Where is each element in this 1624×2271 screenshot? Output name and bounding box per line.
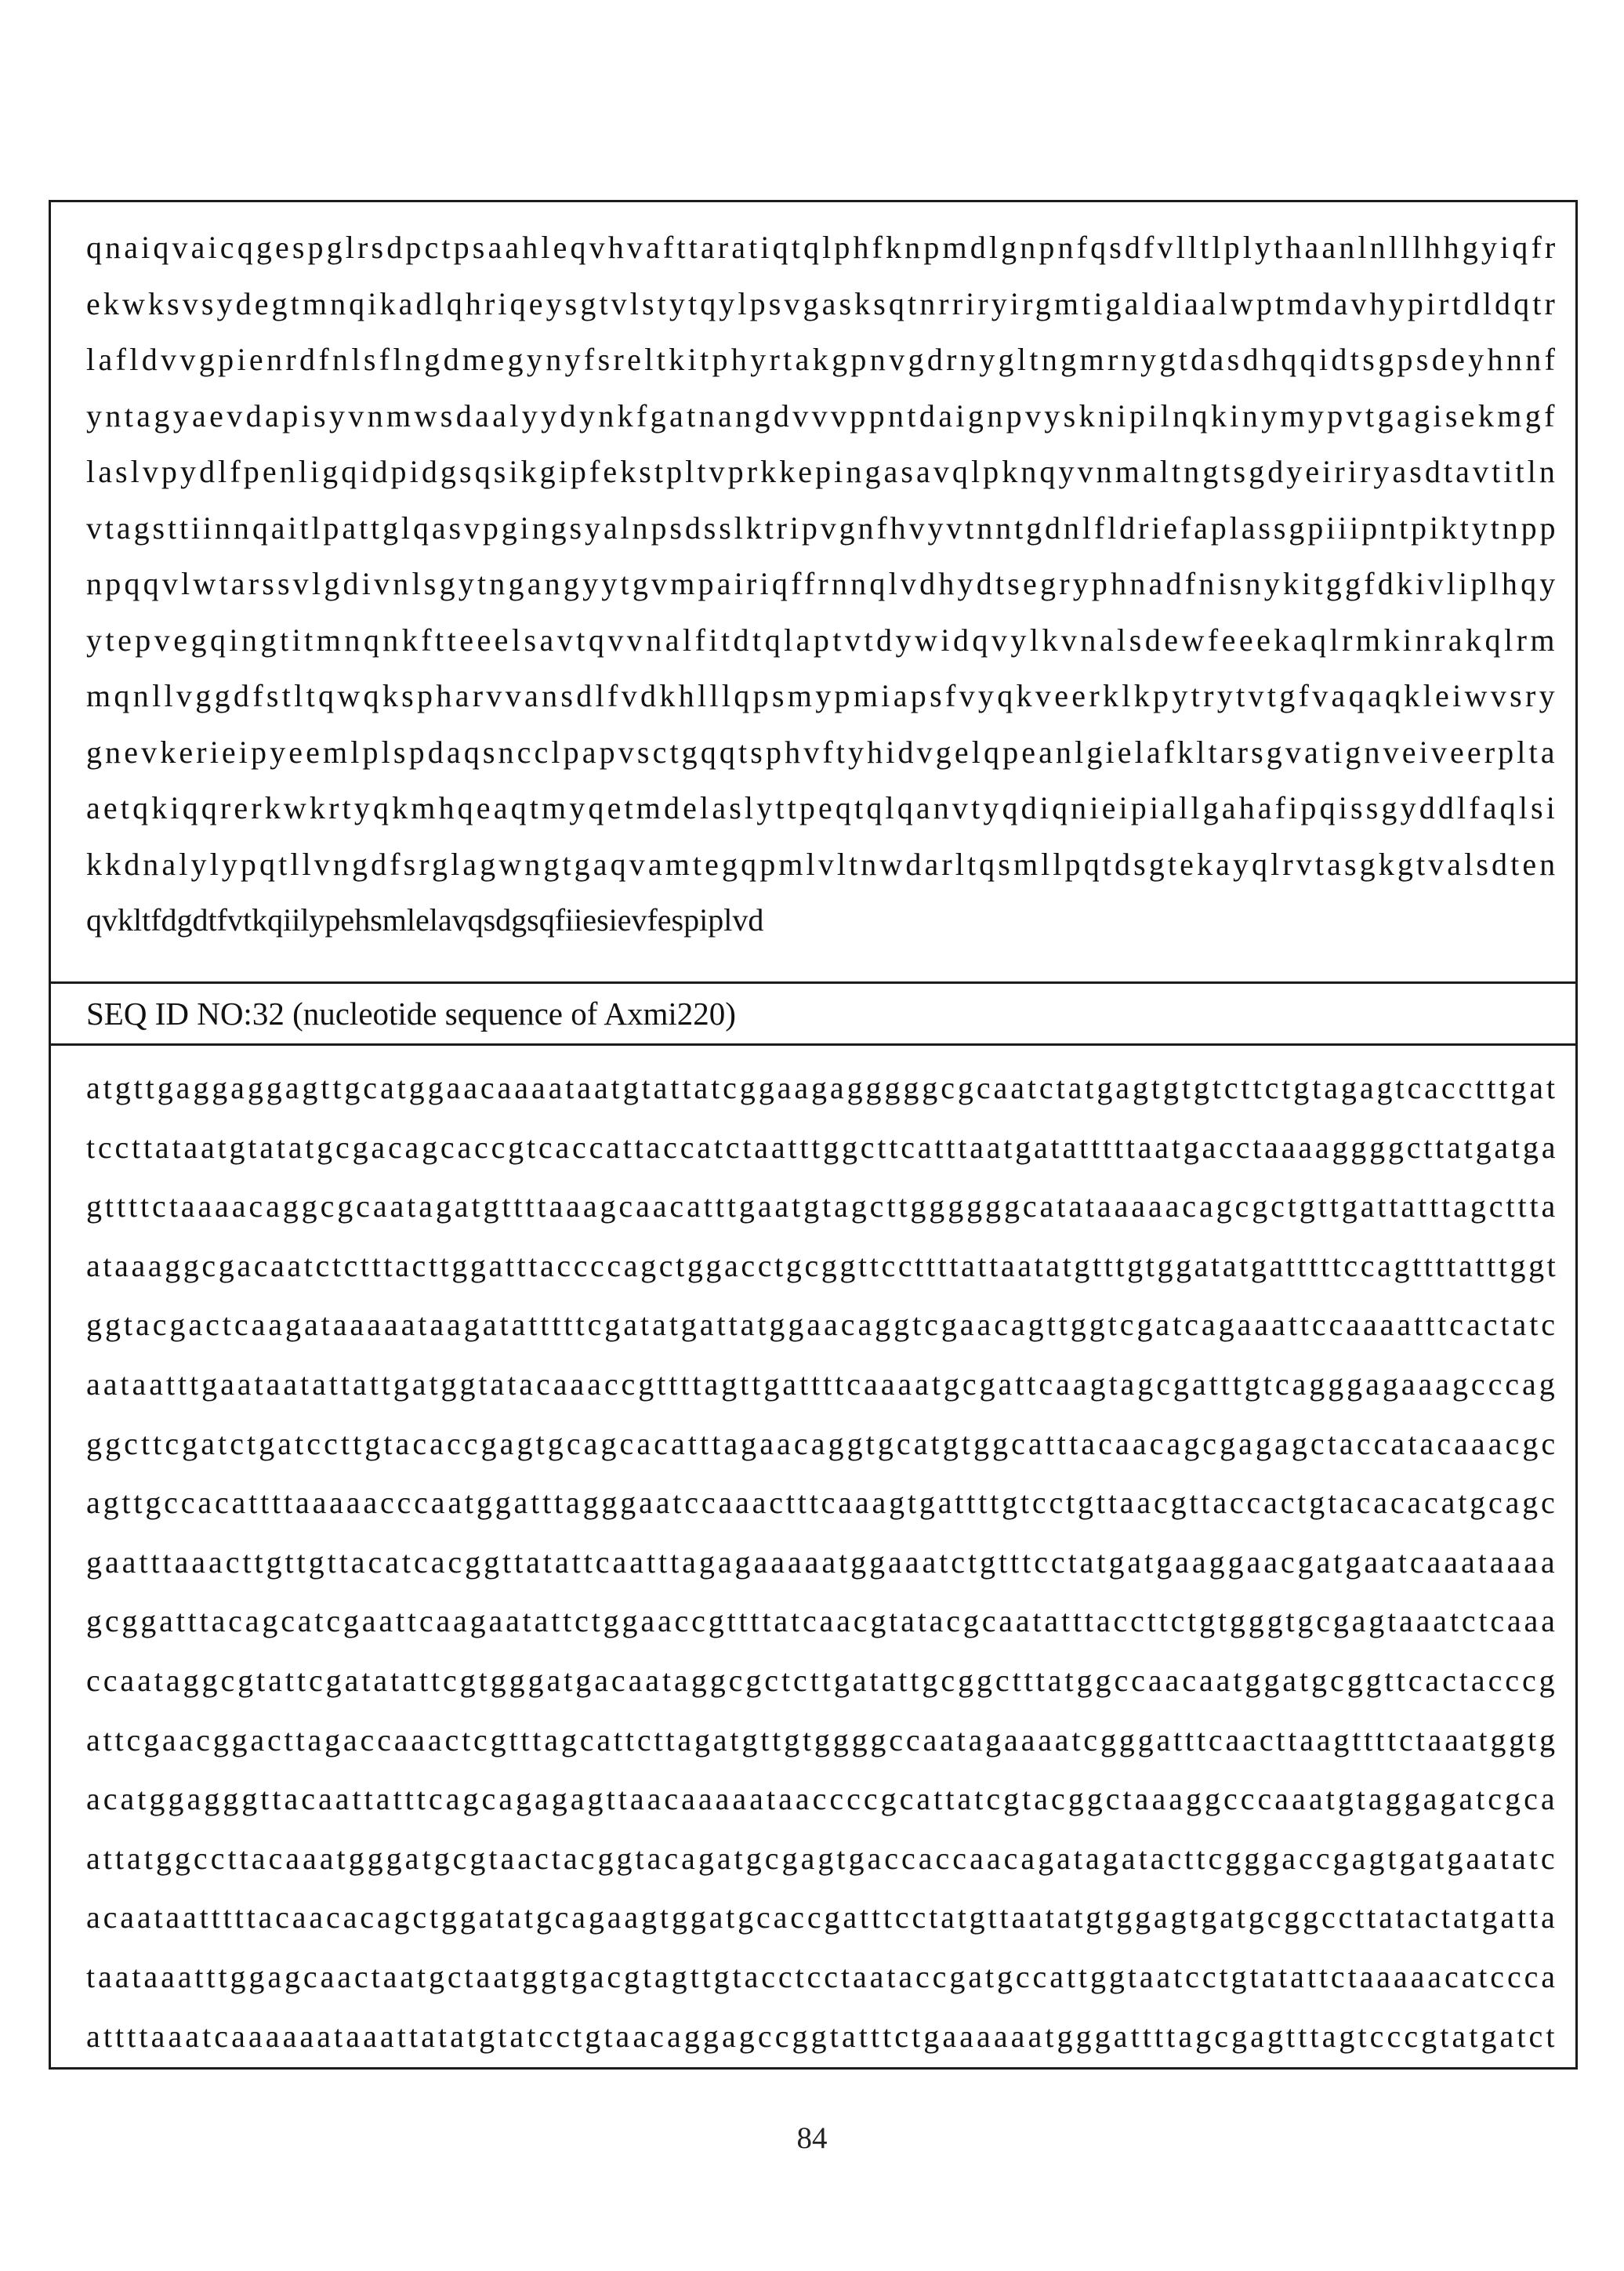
sequence-line: acaataatttttacaacacagctggatatgcagaagtggatgcaccgatttcctatgttaatatgtggagtgatgcggccttatactatgatta [86, 1899, 1558, 1935]
sequence-line: gcggatttacagcatcgaattcaagaatattctggaaccgttttatcaacgtatacgcaatatttaccttctgtgggtgcgagtaaatctcaaa [86, 1603, 1558, 1639]
sequence-line: laslvpydlfpenligqidpidgsqsikgipfekstpltvprkkepingasavqlpknqyvnmaltngtsgdyeiriryasdtavtitln [86, 454, 1558, 489]
sequence-line: agttgccacattttaaaaacccaatggatttagggaatccaaactttcaaagtgattttgtcctgttaacgttaccactgtacacacatgcagc [86, 1485, 1558, 1521]
nucleotide-sequence-block [51, 1046, 1575, 2067]
sequence-line: lafldvvgpienrdfnlsflngdmegynyfsreltkitphyrtakgpnvgdrnygltngmrnygtdasdhqqidtsgpsdeyhnnf [86, 342, 1558, 377]
sequence-line: kkdnalylypqtllvngdfsrglagwngtgaqvamtegqpmlvltnwdarltqsmllpqtdsgtekayqlrvtasgkgtvalsdten [86, 846, 1558, 882]
sequence-table [49, 200, 1578, 2070]
sequence-line: attcgaacggacttagaccaaactcgtttagcattcttagatgttgtggggccaatagaaaatcgggatttcaacttaagttttctaaatggtg [86, 1721, 1558, 1758]
sequence-line: attttaaatcaaaaaataaattatatgtatcctgtaacaggagccggtatttctgaaaaaatgggattttagcgagtttagtcccgtatgatct [86, 2018, 1558, 2054]
sequence-line: vtagsttiinnqaitlpattglqasvpgingsyalnpsdsslktripvgnfhvyvtnntgdnlfldriefaplassgpiiipntpiktytnpp [86, 510, 1558, 546]
sequence-line: ggcttcgatctgatccttgtacaccgagtgcagcacatttagaacaggtgcatgtggcatttacaacagcgagagctaccatacaaacgc [86, 1425, 1558, 1461]
sequence-line: gnevkerieipyeemlplspdaqsncclpapvsctgqqtsphvftyhidvgelqpeanlgielafkltarsgvatignveiveerplta [86, 734, 1558, 770]
sequence-line: npqqvlwtarssvlgdivnlsgytngangyytgvmpairiqffrnnqlvdhydtsegryphnadfnisnykitggfdkivliplhqy [86, 566, 1558, 601]
sequence-line: aataatttgaataatattattgatggtatacaaaccgttttagttgattttcaaaatgcgattcaagtagcgatttgtcagggagaaagcccag [86, 1366, 1558, 1402]
sequence-line: gttttctaaaacaggcgcaatagatgttttaaagcaacatttgaatgtagcttggggggcatataaaaacagcgctgttgattatttagcttta [86, 1188, 1558, 1224]
sequence-line: mqnllvggdfstltqwqkspharvvansdlfvdkhlllqpsmypmiapsfvyqkveerklkpytrytvtgfvaqaqkleiwvsry [86, 678, 1558, 713]
sequence-line: yntagyaevdapisyvnmwsdaalyydynkfgatnangdvvvppntdaignpvysknipilnqkinymypvtgagisekmgf [86, 397, 1558, 434]
sequence-line: taataaatttggagcaactaatgctaatggtgacgtagttgtacctcctaataccgatgccattggtaatcctgtatattctaaaaacatccca [86, 1958, 1558, 1994]
sequence-line: ccaataggcgtattcgatatattcgtgggatgacaataggcgctcttgatattgcggctttatggccaacaatggatgcggttcactacccg [86, 1662, 1558, 1698]
sequence-line: ataaaggcgacaatctctttacttggatttaccccagctggacctgcggttccttttattaatatgtttgtggatatgatttttccagttttatttggt [86, 1247, 1558, 1283]
sequence-line: ekwksvsydegtmnqikadlqhriqeysgtvlstytqylpsvgasksqtnrriryirgmtigaldiaalwptmdavhypirtdldqtr [86, 285, 1558, 321]
seq-id-header-label: SEQ ID NO:32 (nucleotide sequence of Axmi220) [86, 996, 736, 1032]
page-number: 84 [796, 2121, 828, 2155]
sequence-line: ytepvegqingtitmnqnkftteeelsavtqvvnalfitdtqlaptvtdywidqvylkvnalsdewfeeekaqlrmkinrakqlrm [86, 622, 1558, 658]
sequence-line: aetqkiqqrerkwkrtyqkmhqeaqtmyqetmdelaslyttpeqtqlqanvtyqdiqnieipiallgahafipqissgyddlfaqlsi [86, 790, 1558, 825]
sequence-line: gaatttaaacttgttgttacatcacggttatattcaatttagagaaaaatggaaatctgtttcctatgatgaaggaacgatgaatcaaataaaa [86, 1544, 1558, 1580]
seq-id-header-row [51, 984, 1575, 1046]
sequence-line: qvkltfdgdtfvtkqiilypehsmlelavqsdgsqfiiesievfespiplvd [86, 902, 764, 938]
sequence-line: qnaiqvaicqgespglrsdpctpsaahleqvhvafttaratiqtqlphfknpmdlgnpnfqsdfvlltlplythaanlnlllhhgyiqfr [86, 230, 1558, 265]
sequence-line: ggtacgactcaagataaaaataagatatttttcgatatgattatggaacaggtcgaacagttggtcgatcagaaattccaaaatttcactatc [86, 1307, 1558, 1343]
sequence-line: attatggccttacaaatgggatgcgtaactacggtacagatgcgagtgaccaccaacagatagatacttcgggaccgagtgatgaatatc [86, 1840, 1558, 1876]
sequence-line: atgttgaggaggagttgcatggaacaaaataatgtattatcggaagagggggcgcaatctatgagtgtgtcttctgtagagtcacctttgat [86, 1070, 1558, 1105]
protein-sequence-block [51, 202, 1575, 984]
sequence-line: tccttataatgtatatgcgacagcaccgtcaccattaccatctaatttggcttcatttaatgatatttttaatgacctaaaaggggcttatgatga [86, 1129, 1558, 1165]
sequence-line: acatggagggttacaattatttcagcagagagttaacaaaaataaccccgcattatcgtacggctaaaggcccaaatgtaggagatcgca [86, 1781, 1558, 1817]
